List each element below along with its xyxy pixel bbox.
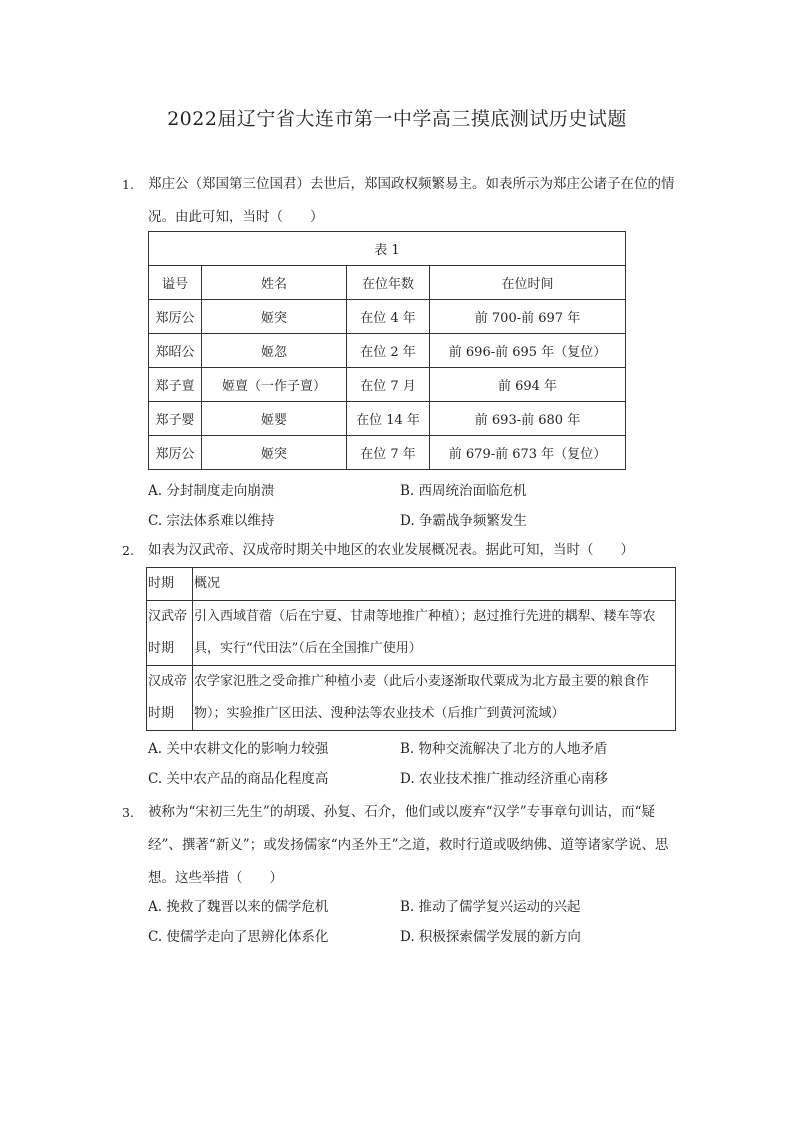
table-cell: 农学家氾胜之受命推广种植小麦（此后小麦逐渐取代粟成为北方最主要的粮食作物）；实验推广区田法、溲种法等农业技术（后推广到黄河流域）: [193, 666, 676, 731]
question-2-options: [122, 734, 682, 794]
option-d[interactable]: D. 积极探索儒学发展的新方向: [400, 929, 581, 945]
table-row: [147, 666, 676, 731]
option-c[interactable]: C. 使儒学走向了思辨化体系化: [148, 929, 329, 945]
option-d[interactable]: D. 农业技术推广推动经济重心南移: [400, 771, 608, 787]
question-number: 1.: [122, 177, 134, 192]
table-header: 姓名: [202, 266, 347, 300]
table-cell: 汉成帝时期: [147, 666, 193, 731]
table-header: 谥号: [149, 266, 202, 300]
table-cell: 郑昭公: [149, 334, 202, 368]
table-header: 概况: [193, 568, 676, 601]
table-row: [149, 402, 626, 436]
option-b[interactable]: B. 物种交流解决了北方的人地矛盾: [400, 741, 608, 757]
agriculture-table: [146, 567, 676, 731]
table-cell: 在位 14 年: [347, 402, 430, 436]
option-a[interactable]: A. 关中农耕文化的影响力较强: [148, 741, 329, 757]
option-a[interactable]: A. 分封制度走向崩溃: [148, 483, 275, 499]
table-header-row: [149, 266, 626, 300]
table-cell: 在位 7 月: [347, 368, 430, 402]
table-cell: 姬忽: [202, 334, 347, 368]
table-cell: 前 696-前 695 年（复位）: [430, 334, 626, 368]
table-row: [147, 601, 676, 666]
table-cell: 姬突: [202, 300, 347, 334]
option-d[interactable]: D. 争霸战争频繁发生: [400, 513, 527, 529]
table-row: [149, 334, 626, 368]
reign-table: [148, 231, 626, 470]
table-row: [149, 300, 626, 334]
table-cell: 郑厉公: [149, 300, 202, 334]
table-cell: 姬亶（一作子亶）: [202, 368, 347, 402]
question-3-options: [122, 892, 682, 952]
table-cell: 姬突: [202, 436, 347, 470]
question-3: [122, 796, 682, 895]
table-cell: 郑厉公: [149, 436, 202, 470]
table-cell: 前 679-前 673 年（复位）: [430, 436, 626, 470]
table-cell: 郑子婴: [149, 402, 202, 436]
option-c[interactable]: C. 宗法体系难以维持: [148, 513, 275, 529]
option-b[interactable]: B. 推动了儒学复兴运动的兴起: [400, 899, 581, 915]
question-number: 3.: [122, 805, 134, 820]
table-cell: 在位 2 年: [347, 334, 430, 368]
option-b[interactable]: B. 西周统治面临危机: [400, 483, 527, 499]
table-cell: 郑子亶: [149, 368, 202, 402]
question-stem: 郑庄公（郑国第三位国君）去世后，郑国政权频繁易主。如表所示为郑庄公诸子在位的情况。由此可知，当时（ ）: [148, 176, 675, 225]
question-number: 2.: [122, 543, 134, 558]
table-header: 在位时间: [430, 266, 626, 300]
table-cell: 姬婴: [202, 402, 347, 436]
table-cell: 引入西域苜蓿（后在宁夏、甘肃等地推广种植）；赵过推行先进的耦犁、耧车等农具，实行“代田法”（后在全国推广使用）: [193, 601, 676, 666]
page-title: 2022届辽宁省大连市第一中学高三摸底测试历史试题: [167, 108, 627, 130]
table-header-row: [147, 568, 676, 601]
table-cell: 汉武帝时期: [147, 601, 193, 666]
table-cell: 前 693-前 680 年: [430, 402, 626, 436]
question-stem: 被称为“宋初三先生”的胡瑗、孙复、石介，他们或以废弃“汉学”专事章句训诂，而“疑经”、撰著“新义”；或发扬儒家“内圣外王”之道，救时行道或吸纳佛、道等诸家学说、思想。这些举措（ ）: [148, 804, 669, 886]
question-1-options: [122, 476, 682, 536]
table-row: [149, 436, 626, 470]
table-cell: 前 694 年: [430, 368, 626, 402]
table-caption: 表 1: [149, 232, 626, 266]
table-row: [149, 368, 626, 402]
question-stem: 如表为汉武帝、汉成帝时期关中地区的农业发展概况表。据此可知，当时（ ）: [148, 542, 634, 558]
table-cell: 在位 7 年: [347, 436, 430, 470]
table-cell: 前 700-前 697 年: [430, 300, 626, 334]
table-header: 在位年数: [347, 266, 430, 300]
table-cell: 在位 4 年: [347, 300, 430, 334]
option-c[interactable]: C. 关中农产品的商品化程度高: [148, 771, 329, 787]
question-1: [122, 168, 682, 234]
option-a[interactable]: A. 挽救了魏晋以来的儒学危机: [148, 899, 329, 915]
table-header: 时期: [147, 568, 193, 601]
question-2: [122, 534, 682, 567]
